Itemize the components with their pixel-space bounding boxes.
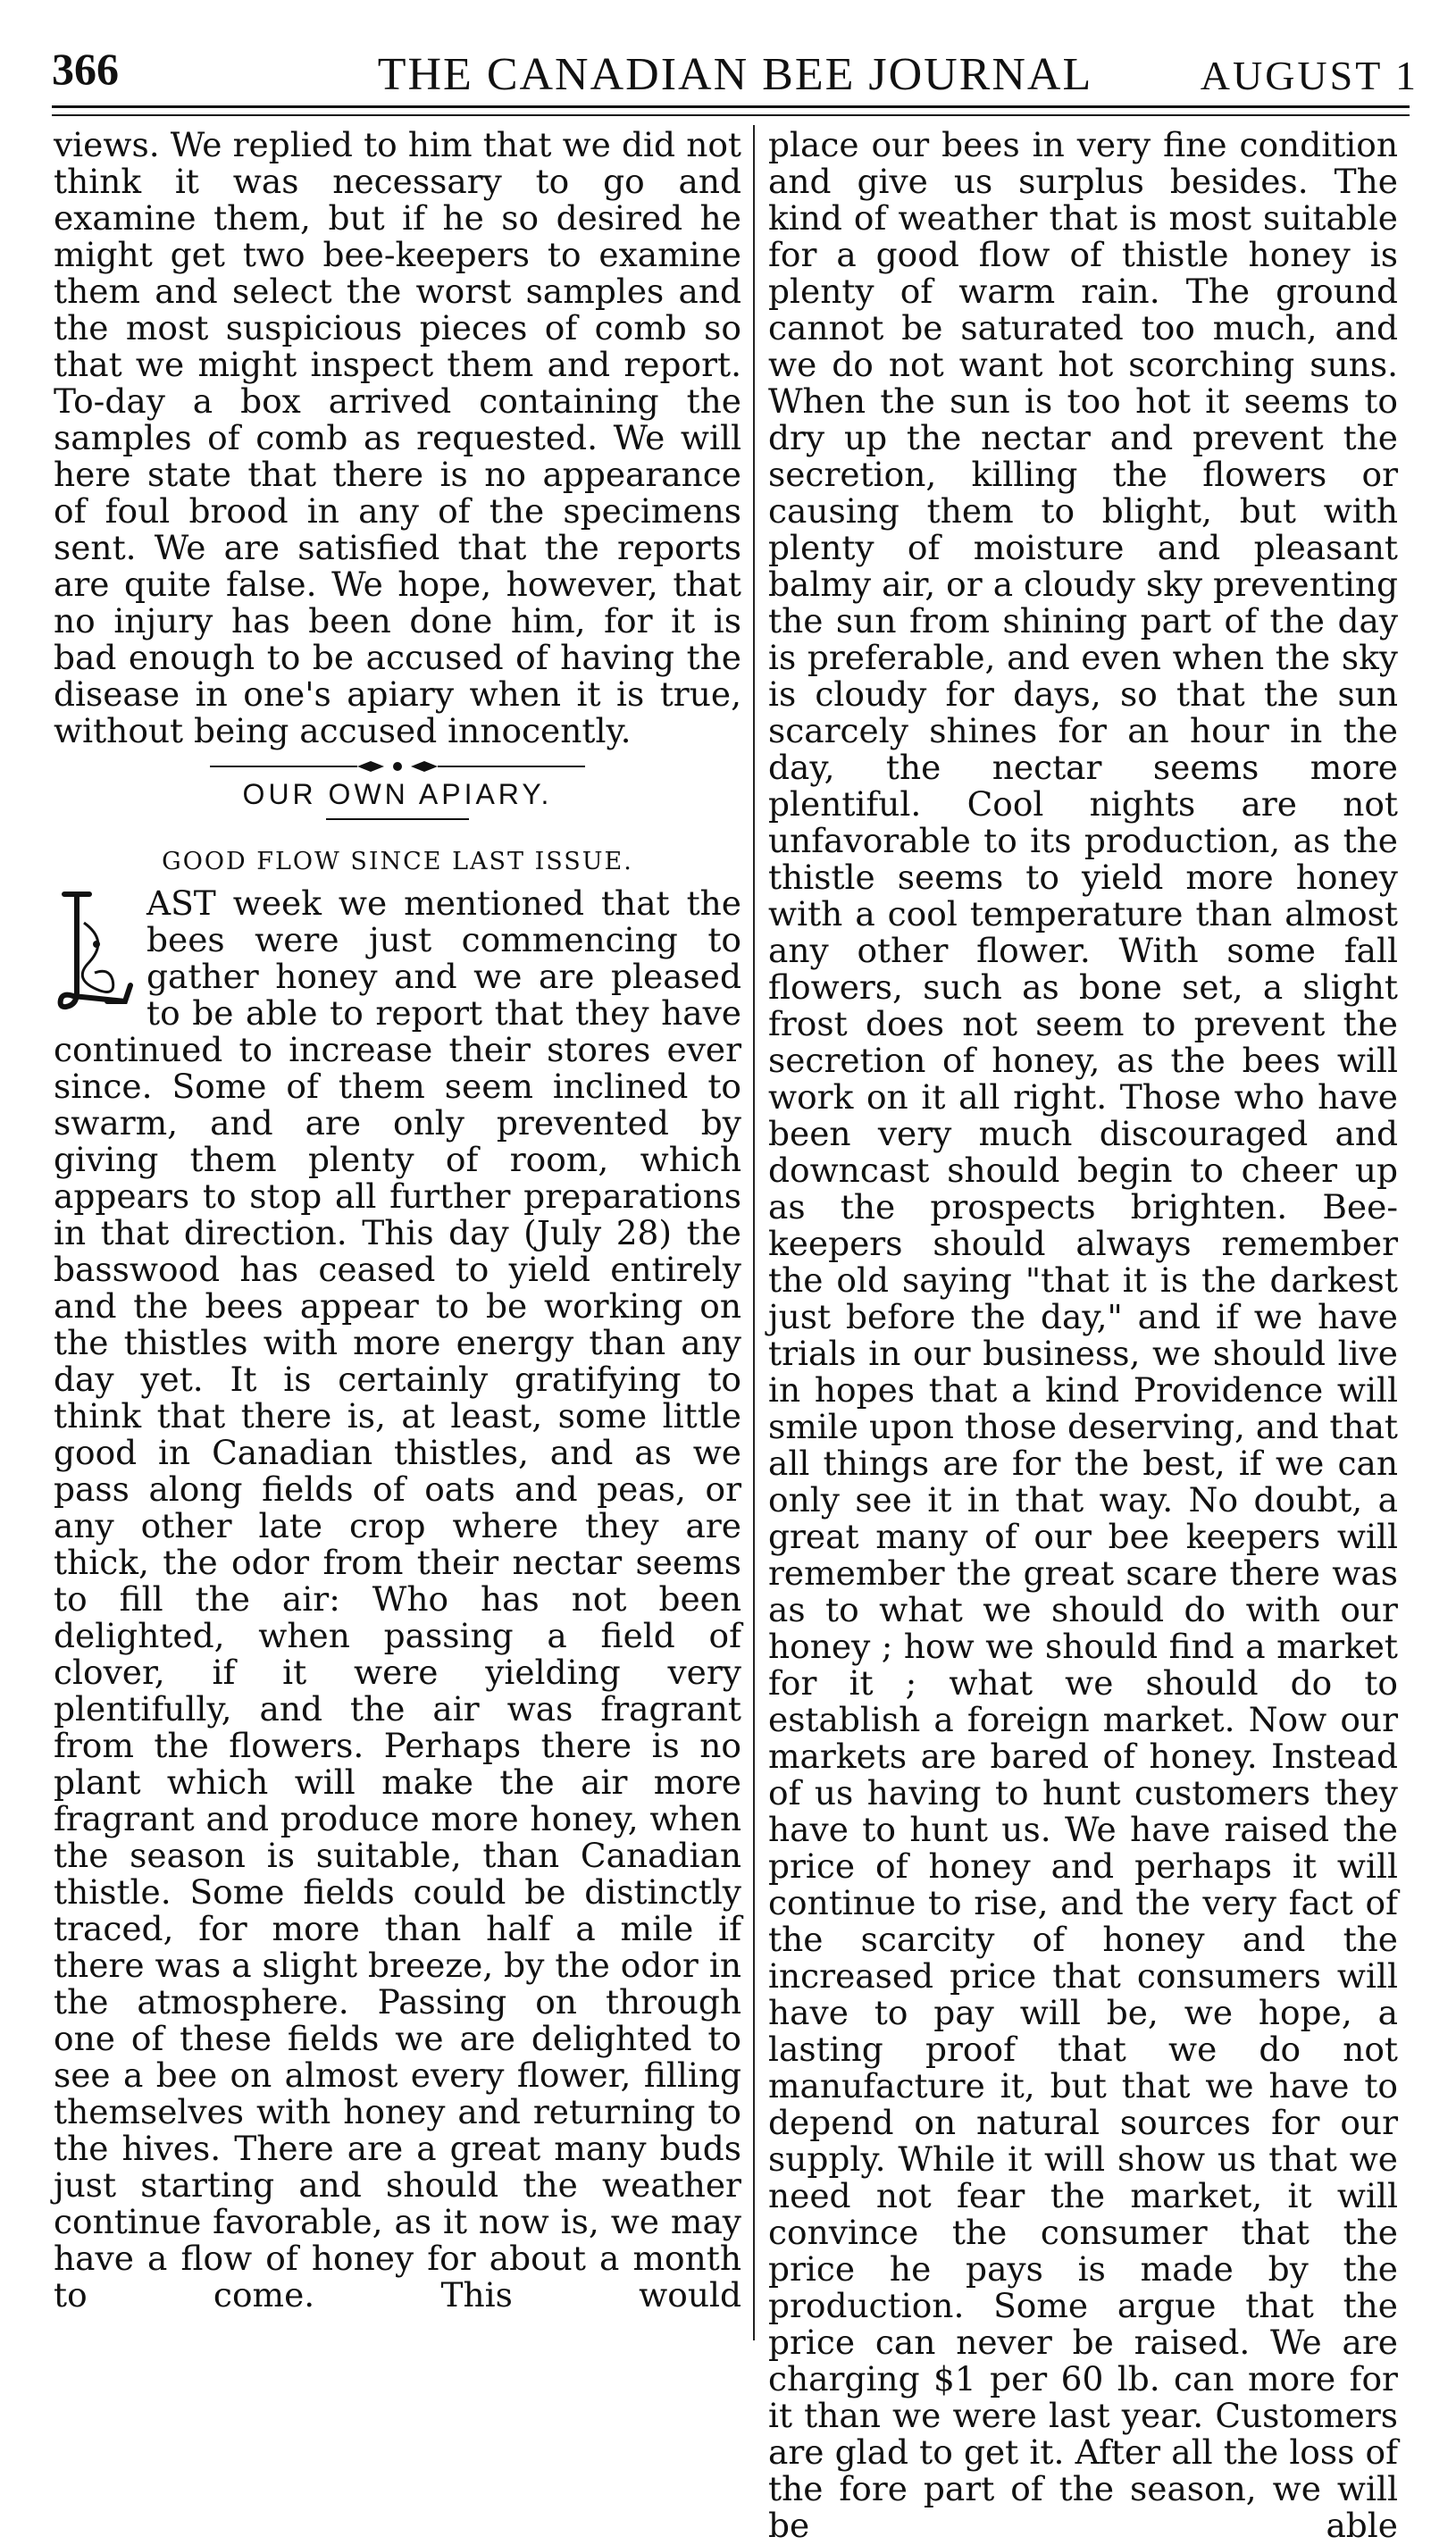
article-paragraph <box>54 885 741 2314</box>
intro-paragraph: views. We replied to him that we did not think it was necessary to go and examine them, but if he so desired he might get two bee-keepers to examine them and select the worst samples and the most suspicious pieces of comb so that we might inspect them and report. To-day a box arrived containing the samples of comb as requested. We will here state that there is no appearance of foul brood in any of the specimens sent. We are satisfied that the reports are quite false. We hope, however, that no injury has been done him, for it is bad enough to be accused of having the disease in one's apiary when it is true, without being accused innocently. <box>54 125 741 750</box>
article-subheading: GOOD FLOW SINCE LAST ISSUE. <box>162 848 633 875</box>
right-column <box>768 127 1398 2544</box>
page-number: 366 <box>52 44 119 94</box>
heading-underline <box>326 818 469 820</box>
ornamental-divider-icon <box>210 758 585 773</box>
issue-date: AUGUST 1 <box>1200 53 1418 98</box>
header-double-rule <box>52 105 1410 116</box>
left-column <box>54 127 741 2314</box>
journal-title: THE CANADIAN BEE JOURNAL <box>377 49 1093 100</box>
drop-cap <box>54 887 136 1021</box>
drop-cap-letter-icon <box>54 887 136 1021</box>
continuation-paragraph: place our bees in very fine condition and give us surplus besides. The kind of weather that is most suitable for a good flow of thistle honey is plenty of warm rain. The ground cannot be saturated too much, and we do not want hot scorching suns. When the sun is too hot it seems to dry up the nectar and prevent the secretion, killing the flowers or causing them to blight, but with plenty of moisture and pleasant balmy air, or a cloudy sky preventing the sun from shining part of the day is preferable, and even when the sky is cloudy for days, so that the sun scarcely shines for an hour in the day, the nectar seems more plentiful. Cool nights are not unfavorable to its production, as the thistle seems to yield more honey with a cool temperature than almost any other flower. With some fall flowers, such as bone set, a slight frost does not seem to prevent the secretion of honey, as the bees will work on it all right. Those who have been very much discouraged and downcast should begin to cheer up as the prospects brighten. Bee-keepers should always remember the old saying "that it is the darkest just before the day," and if we have trials in our business, we should live in hopes that a kind Providence will smile upon those deserving, and that all things are for the best, if we can only see it in that way. No doubt, a great many of our bee keepers will remember the great scare there was as to what we should do with our honey ; how we should find a market for it ; what we should do to establish a foreign market. Now our markets are bared of honey. Instead of us having to hunt customers they have to hunt us. We have raised the price of honey and perhaps it will continue to rise, and the very fact of the scarcity of honey and the increased price that consumers will have to pay will be, we hope, a lasting proof that we do not manufacture it, but that we have to depend on natural sources for our supply. While it will show us that we need not fear the market, it will convince the consumer that the price he pays is made by the production. Some argue that the price can never be raised. We are charging $1 per 60 lb. can more for it than we were last year. Customers are glad to get it. After all the loss of the fore part of the season, we will be able <box>768 125 1398 2545</box>
article-text: AST week we mentioned that the bees were just commencing to gather honey and we are pleased to be able to report that they have continued to increase their stores ever since. Some of them seem inclined to swarm, and are only prevented by giving them plenty of room, which appears to stop all further preparations in that direction. This day (July 28) the basswood has ceased to yield entirely and the bees appear to be working on the thistles with more energy than any day yet. It is certainly gratifying to think that there is, at least, some little good in Canadian thistles, and as we pass along fields of oats and peas, or any other late crop where they are thick, the odor from their nectar seems to fill the air: Who has not been delighted, when passing a field of clover, if it were yielding very plentifully, and the air was fragrant from the flowers. Perhaps there is no plant which will make the air more fragrant and produce more honey, when the season is suitable, than Canadian thistle. Some fields could be distinctly traced, for more than half a mile if there was a slight breeze, by the odor in the atmosphere. Passing on through one of these fields we are delighted to see a bee on almost every flower, filling themselves with honey and returning to the hives. There are a great many buds just starting and should the weather continue favorable, as it now is, we may have a flow of honey for about a month to come. This would <box>54 883 741 2315</box>
section-heading: OUR OWN APIARY. <box>242 778 553 810</box>
page-header <box>52 43 1418 105</box>
column-divider <box>753 125 755 2340</box>
